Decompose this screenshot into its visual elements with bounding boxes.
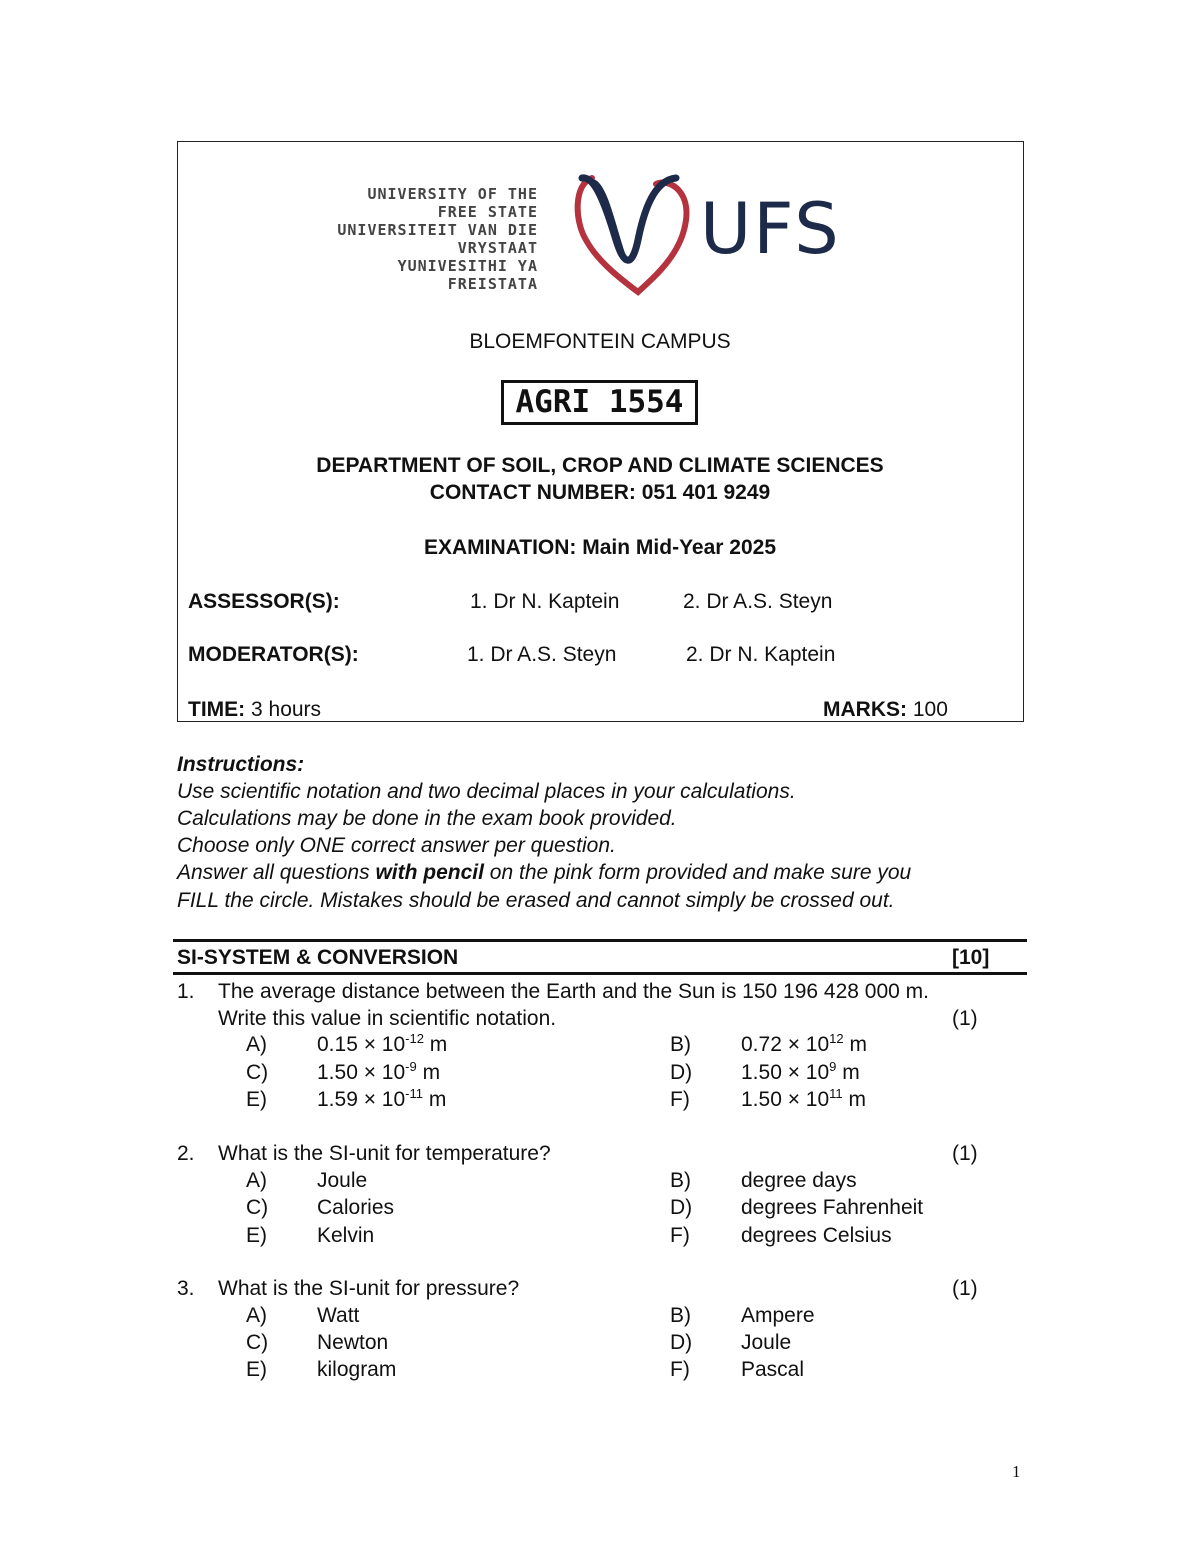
contact-number: CONTACT NUMBER: 051 401 9249 [429,481,771,504]
option-letter: F) [670,1088,690,1111]
option-letter: A) [246,1033,267,1056]
instruction-text: on the pink form provided and make sure you [483,861,912,884]
question-number: 2. [177,1142,195,1165]
option-text: Joule [741,1331,792,1354]
assessors-label: ASSESSOR(S): [188,590,340,613]
option-letter: C) [246,1196,269,1219]
marks-info [823,698,948,722]
option-letter: B) [670,1169,691,1192]
logo-text-line: UNIVERSITEIT VAN DIE [337,221,538,239]
option-text: degrees Celsius [741,1224,892,1247]
option-letter: D) [670,1196,693,1219]
time-label: TIME: [188,698,246,721]
option-letter: D) [670,1061,693,1084]
question-text: What is the SI-unit for pressure? [218,1277,520,1300]
section-title: SI-SYSTEM & CONVERSION [177,946,459,969]
instruction-line: Choose only ONE correct answer per question. [177,834,616,857]
question-text: Write this value in scientific notation. [218,1007,557,1030]
option-text: Kelvin [317,1224,375,1247]
marks-label: MARKS: [823,698,907,721]
option-text: kilogram [317,1358,397,1381]
option-letter: C) [246,1061,269,1084]
section-rule-top [173,939,1027,942]
option-letter: A) [246,1169,267,1192]
instruction-line: Calculations may be done in the exam book provided. [177,807,677,830]
ufs-logo [337,170,852,300]
option-text: $0.15 \times 10^{-12}$ m [317,1031,448,1056]
option-letter: E) [246,1088,267,1111]
instructions-title: Instructions: [177,753,305,776]
question-number: 3. [177,1277,195,1300]
marks-value: 100 [912,698,948,721]
logo-text-line: VRYSTAAT [457,239,538,257]
instruction-line: FILL the circle. Mistakes should be erased and cannot simply be crossed out. [177,889,895,912]
logo-text-line: YUNIVESITHI YA [397,257,538,275]
department-name: DEPARTMENT OF SOIL, CROP AND CLIMATE SCIENCES [316,454,884,477]
question-marks: (1) [952,1277,978,1300]
option-text: Calories [317,1196,395,1219]
instruction-text: Answer all questions [177,861,376,884]
option-letter: F) [670,1358,690,1381]
moderator-1: 1. Dr A.S. Steyn [467,643,617,666]
option-text: degrees Fahrenheit [741,1196,924,1219]
option-text: Pascal [741,1358,805,1381]
instruction-emphasis: with pencil [375,861,484,884]
section-rule-bottom [173,972,1027,975]
instruction-line: Use scientific notation and two decimal places in your calculations. [177,780,796,803]
moderator-2: 2. Dr N. Kaptein [686,643,836,666]
examination-title: EXAMINATION: Main Mid-Year 2025 [423,536,777,559]
question-marks: (1) [952,1142,978,1165]
instruction-line [177,861,1027,885]
option-text: $1.50 \times 10^{11}$ m [741,1086,866,1111]
option-text: Watt [317,1304,360,1327]
question-text: What is the SI-unit for temperature? [218,1142,551,1165]
option-text: Newton [317,1331,389,1354]
option-letter: A) [246,1304,267,1327]
logo-wordmark: UFS [700,188,841,270]
campus-name: BLOEMFONTEIN CAMPUS [469,330,731,353]
option-letter: E) [246,1224,267,1247]
question-marks: (1) [952,1007,978,1030]
moderators-label: MODERATOR(S): [188,643,359,666]
assessor-1: 1. Dr N. Kaptein [470,590,620,613]
option-letter: F) [670,1224,690,1247]
option-letter: B) [670,1304,691,1327]
time-value: 3 hours [251,698,322,721]
assessor-2: 2. Dr A.S. Steyn [683,590,833,613]
option-text: $1.50 \times 10^9$ m [741,1059,860,1084]
option-text: degree days [741,1169,857,1192]
option-letter: B) [670,1033,691,1056]
option-text: Ampere [741,1304,815,1327]
option-text: $0.72 \times 10^{12}$ m [741,1031,867,1056]
option-letter: C) [246,1331,269,1354]
logo-text-line: FREISTATA [447,275,538,293]
module-code: AGRI 1554 [501,380,698,425]
option-text: $1.59 \times 10^{-11}$ m [317,1086,447,1111]
logo-text-line: UNIVERSITY OF THE [367,185,538,203]
option-text: $1.50 \times 10^{-9}$ m [317,1059,441,1084]
question-text: The average distance between the Earth and the Sun is 150 196 428 000 m. [218,980,929,1003]
option-letter: D) [670,1331,693,1354]
page-number: 1 [1012,1462,1021,1481]
question-number: 1. [177,980,195,1003]
option-letter: E) [246,1358,267,1381]
time-info [188,698,321,722]
section-marks: [10] [952,946,990,969]
ufs-shield-icon [572,170,692,296]
logo-text-line: FREE STATE [437,203,538,221]
option-text: Joule [317,1169,368,1192]
